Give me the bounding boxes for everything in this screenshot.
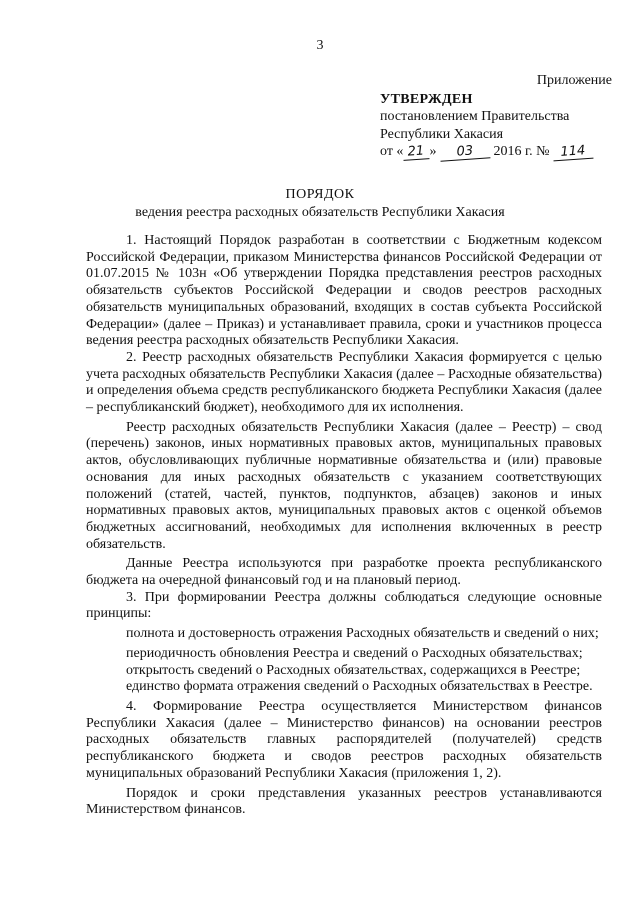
paragraph-6: 4. Формирование Реестра осуществляется Министерством финансов Республики Хакасия (далее – Министерство финансов) на основании реестров расходных обязательств главных распорядителей (получателей) средств республиканского бюджета и сводов реестров расходных обязательств муниципальных образований Республики Хакасия (приложения 1, 2). [86,698,602,781]
document-title [0,186,640,222]
date-prefix: от « [380,144,404,159]
date-mid: » [429,144,437,159]
paragraph-4: Данные Реестра используются при разработке проекта республиканского бюджета на очередной финансовый год и на плановый период. [86,556,602,589]
principle-3: открытость сведений о Расходных обязательствах, содержащихся в Реестре; [126,662,581,678]
handwritten-month: 03 [439,143,490,161]
paragraph-2: 2. Реестр расходных обязательств Республики Хакасия формируется с целью учета расходных обязательств Республики Хакасия (далее – Расходные обязательства) и определения объема средств республиканского бюджета Республики Хакасия (далее – республиканский бюджет), необходимого для их исполнения. [86,349,602,416]
document-body [86,233,602,819]
annex-label: Приложение [536,73,612,88]
paragraph-5: 3. При формировании Реестра должны соблюдаться следующие основные принципы: [86,589,602,622]
approval-line-2: Республики Хакасия [380,126,504,142]
page-number: 3 [316,38,324,53]
principle-4: единство формата отражения сведений о Расходных обязательствах в Реестре. [126,679,593,695]
date-suffix: 2016 г. № [493,144,550,159]
approval-block [380,72,612,161]
handwritten-number: 114 [552,144,593,162]
paragraph-7: Порядок и сроки представления указанных реестров устанавливаются Министерством финансов. [86,785,602,818]
approval-date-line [380,143,612,161]
title-subheading: ведения реестра расходных обязательств Республики Хакасия [135,205,505,220]
principle-2: периодичность обновления Реестра и сведений о Расходных обязательствах; [126,645,583,661]
paragraph-3: Реестр расходных обязательств Республики Хакасия (далее – Реестр) – свод (перечень) законов, иных нормативных правовых актов, муниципальных правовых актов, обусловливающих публичные нормативные обязательства и (или) правовые основания для иных расходных обязательств с указанием соответствующих положений (статей, частей, пунктов, подпунктов, абзацев) законов и иных нормативных правовых актов, муниципальных правовых актов с оценкой объемов бюджетных ассигнований, необходимых для исполнения включенных в реестр обязательств. [86,419,602,552]
handwritten-day: 21 [403,144,430,161]
approved-label: УТВЕРЖДЕН [380,91,473,107]
title-heading: ПОРЯДОК [285,187,355,202]
principle-1: полнота и достоверность отражения Расходных обязательств и сведений о них; [126,626,599,642]
approval-line-1: постановлением Правительства [380,109,570,124]
paragraph-1: 1. Настоящий Порядок разработан в соответствии с Бюджетным кодексом Российской Федерации, приказом Министерства финансов Российской Федерации от 01.07.2015 № 103н «Об утверждении Порядка представления реестров расходных обязательств субъектов Российской Федерации и сводов реестров расходных обязательств муниципальных образований, входящих в состав субъекта Российской Федерации» (далее – Приказ) и устанавливает правила, сроки и участников процесса ведения реестра расходных обязательств Республики Хакасия. [86,233,602,349]
